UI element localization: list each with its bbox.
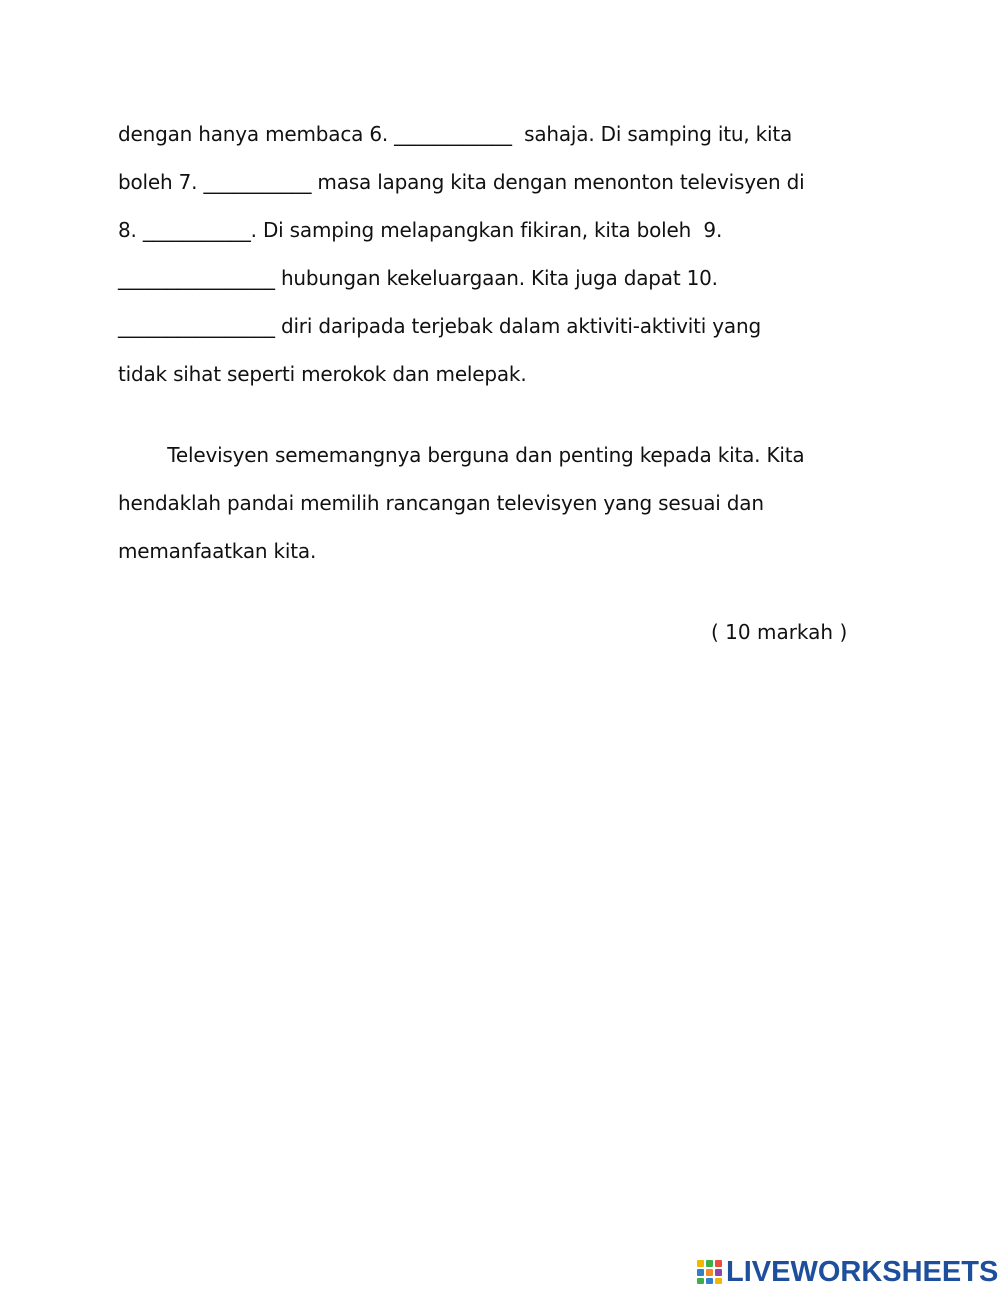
paragraph1-line-4: ________________ hubungan kekeluargaan. Kita juga dapat 10. bbox=[118, 266, 718, 290]
paragraph2-line-3: memanfaatkan kita. bbox=[118, 539, 317, 563]
paragraph1-line-2: boleh 7. ___________ masa lapang kita dengan menonton televisyen di bbox=[118, 170, 805, 194]
paragraph1-line-1: dengan hanya membaca 6. ____________ sahaja. Di samping itu, kita bbox=[118, 122, 793, 146]
logo-text: LIVEWORKSHEETS bbox=[726, 1256, 999, 1288]
liveworksheets-logo[interactable] bbox=[696, 1257, 998, 1287]
paragraph2-line-1: Televisyen sememangnya berguna dan penting kepada kita. Kita bbox=[118, 443, 805, 467]
marks-label: ( 10 markah ) bbox=[711, 620, 848, 644]
paragraph1-line-6: tidak sihat seperti merokok dan melepak. bbox=[118, 362, 527, 386]
paragraph1-line-3: 8. ___________. Di samping melapangkan fikiran, kita boleh 9. bbox=[118, 218, 723, 242]
paragraph2-line-2: hendaklah pandai memilih rancangan televisyen yang sesuai dan bbox=[118, 491, 764, 515]
liveworksheets-logo-icon bbox=[696, 1259, 724, 1285]
paragraph1-line-5: ________________ diri daripada terjebak dalam aktiviti-aktiviti yang bbox=[118, 314, 761, 338]
